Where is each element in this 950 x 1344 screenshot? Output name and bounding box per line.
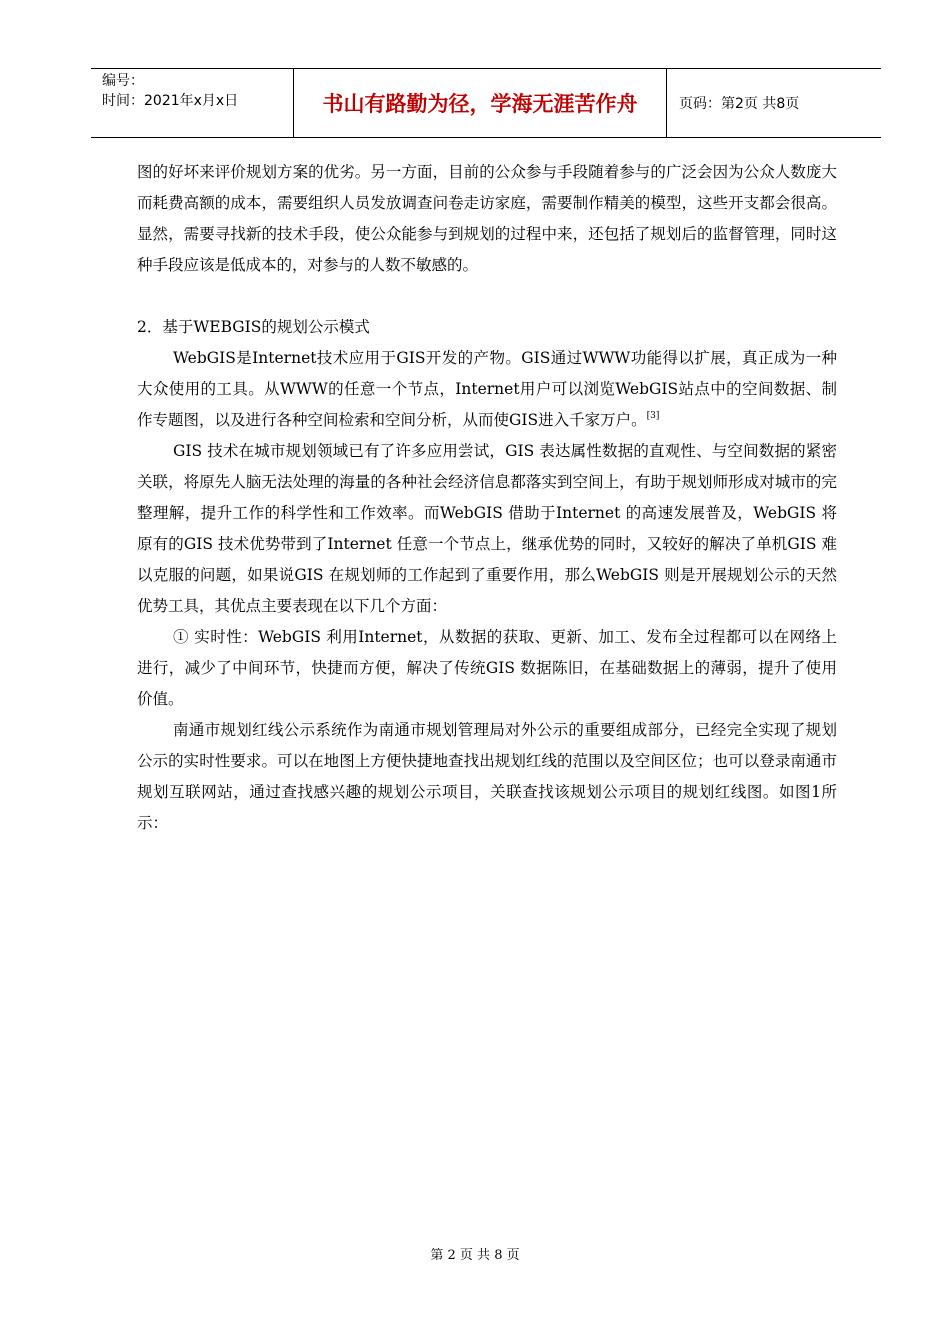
paragraph-3: GIS 技术在城市规划领域已有了许多应用尝试，GIS 表达属性数据的直观性、与空间数据的紧密关联，将原先人脑无法处理的海量的各种社会经济信息都落实到空间上，有助于规划师形成对城市的完整理解，提升工作的科学性和工作效率。而WebGIS 借助于Internet 的高速发展普及，WebGIS 将原有的GIS 技术优势带到了Internet 任意一个节点上，继承优势的同时，又较好的解决了单机GIS 难以克服的问题，如果说GIS 在规划师的工作起到了重要作用，那么WebGIS 则是开展规划公示的天然优势工具，其优点主要表现在以下几个方面： (137, 442, 837, 615)
citation-ref-3: [3] (646, 411, 660, 421)
paragraph-5: 南通市规划红线公示系统作为南通市规划管理局对外公示的重要组成部分，已经完全实现了规划公示的实时性要求。可以在地图上方便快捷地查找出规划红线的范围以及空间区位；也可以登录南通市规划互联网站，通过查找感兴趣的规划公示项目，关联查找该规划公示项目的规划红线图。如图1所示： (137, 721, 837, 832)
document-time: 时间：2021年x月x日 (102, 93, 239, 109)
header-meta-cell (91, 69, 294, 137)
header-page-number: 页码：第2页 共8页 (679, 96, 800, 112)
paragraph-gap (137, 281, 837, 312)
header-motto-cell (294, 69, 667, 137)
paragraph-1: 图的好坏来评价规划方案的优劣。另一方面，目前的公众参与手段随着参与的广泛会因为公众人数庞大而耗费高额的成本，需要组织人员发放调查问卷走访家庭，需要制作精美的模型，这些开支都会很高。显然，需要寻找新的技术手段，使公众能参与到规划的过程中来，还包括了规划后的监督管理，同时这种手段应该是低成本的，对参与的人数不敏感的。 (137, 163, 837, 274)
paragraph-2-text: WebGIS是Internet技术应用于GIS开发的产物。GIS通过WWW功能得以扩展，真正成为一种大众使用的工具。从WWW的任意一个节点，Internet用户可以浏览WebGIS站点中的空间数据、制作专题图，以及进行各种空间检索和空间分析，从而使GIS进入千家万户。 (137, 349, 837, 429)
header-page-cell (667, 69, 881, 137)
document-body (137, 157, 837, 839)
paragraph-4: ① 实时性：WebGIS 利用Internet，从数据的获取、更新、加工、发布全过程都可以在网络上进行，减少了中间环节，快捷而方便，解决了传统GIS 数据陈旧，在基础数据上的薄弱，提升了使用价值。 (137, 628, 837, 708)
paragraph-2 (137, 343, 837, 436)
section-heading-2: 2．基于WEBGIS的规划公示模式 (137, 318, 370, 336)
document-number: 编号： (102, 73, 144, 89)
header-motto: 书山有路勤为径，学海无涯苦作舟 (322, 92, 638, 116)
document-header (91, 68, 881, 138)
page-footer: 第 2 页 共 8 页 (430, 1248, 520, 1263)
